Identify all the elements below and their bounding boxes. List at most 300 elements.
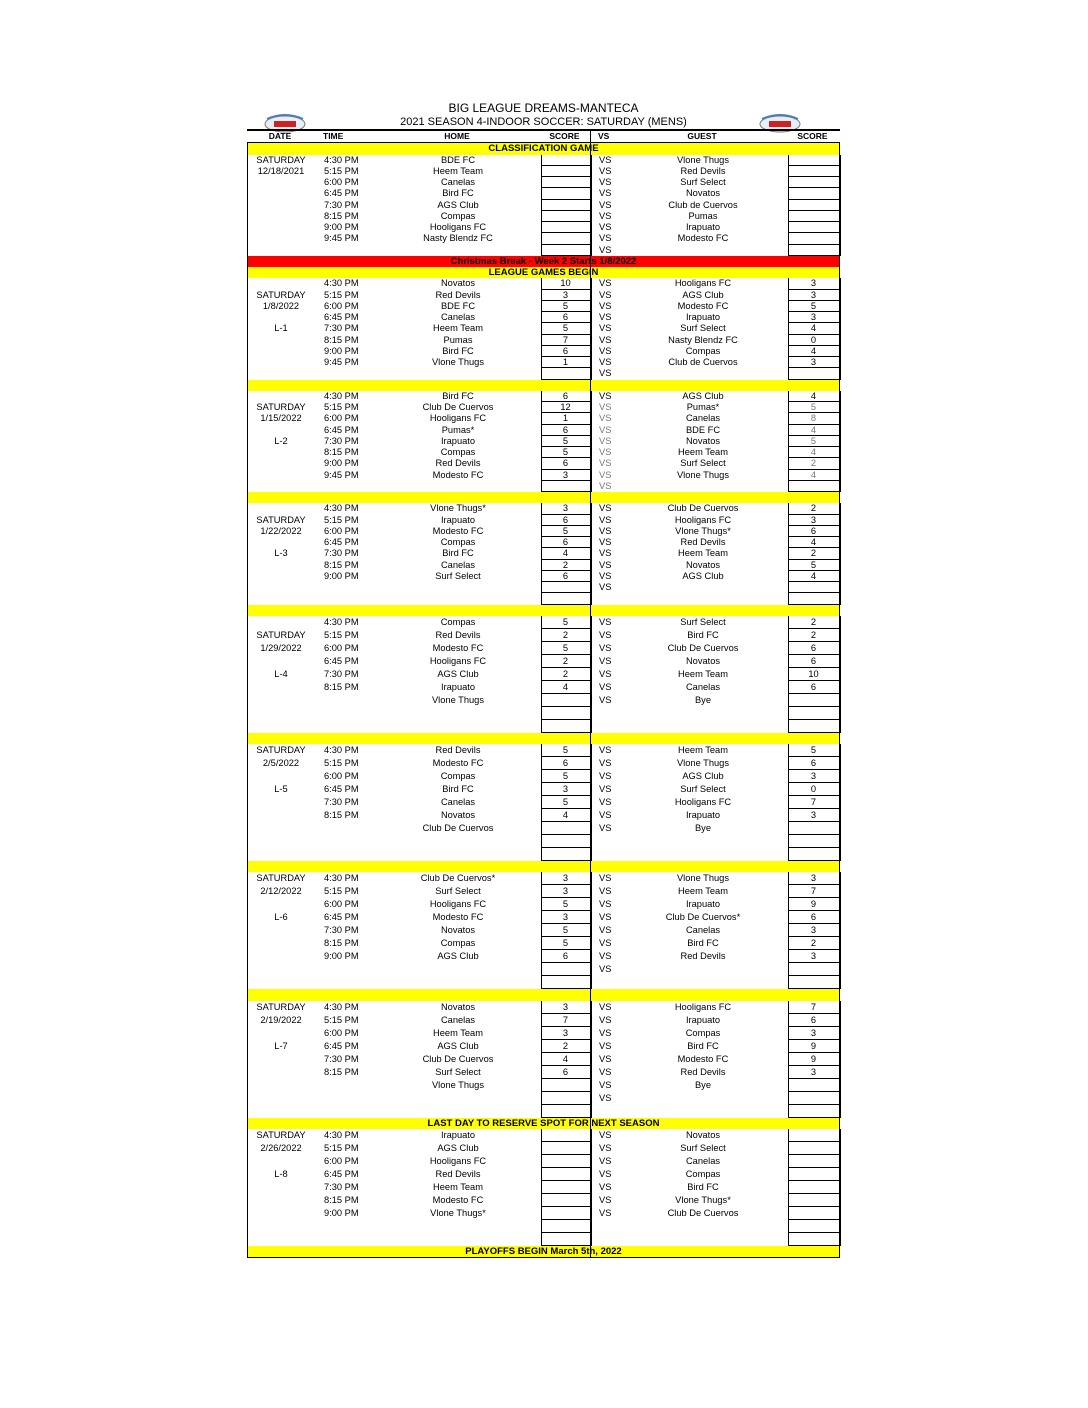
game-time: 5:15 PM [324,289,359,300]
week-day: SATURDAY [256,1129,306,1140]
vs-label: VS [599,278,612,289]
home-score-box [541,963,592,976]
home-score: 5 [562,300,569,311]
game-row [247,898,840,911]
vs-label: VS [599,1053,612,1064]
home-score-box [541,1168,592,1181]
home-score: 2 [562,655,569,666]
home-score-box [541,582,592,593]
guest-score: 6 [810,681,817,692]
home-team: Red Devils [435,745,481,755]
week-label: L-2 [274,435,288,446]
game-row [247,668,840,681]
schedule-sheet [247,129,840,1258]
home-score-box [541,848,592,861]
guest-team: Surf Select [680,616,726,627]
guest-team: Novatos [685,435,721,446]
home-team: Hooligans FC [429,413,487,424]
guest-score: 5 [810,300,817,311]
game-row [247,1053,840,1066]
home-score: 4 [562,681,569,692]
guest-score-box [788,720,841,733]
week-separator [247,861,840,872]
playoffs-banner: PLAYOFFS BEGIN March 5th, 2022 [247,1246,840,1258]
game-time: 4:30 PM [324,616,359,627]
game-row [247,976,840,989]
guest-score: 5 [810,559,817,570]
game-time: 8:15 PM [324,810,359,820]
guest-score: 6 [810,912,817,923]
game-row [247,548,840,559]
guest-score: 4 [810,469,817,480]
home-score-box [541,188,592,199]
week-date: 12/18/2021 [257,165,305,176]
guest-score: 6 [810,525,817,536]
home-team: Compas [440,537,476,547]
guest-score-box [788,1194,841,1207]
vs-label: VS [599,873,612,884]
game-time: 8:15 PM [324,1194,359,1205]
vs-label: VS [599,1027,612,1038]
game-time: 5:15 PM [324,629,359,640]
home-score-box [541,368,592,379]
vs-label: VS [599,655,612,666]
game-row [247,707,840,720]
home-team: AGS Club [437,199,479,210]
guest-team: Club De Cuervos [667,1207,739,1218]
vs-label: VS [599,899,612,910]
home-team: AGS Club [437,1040,479,1051]
guest-team: Irapuato [685,1014,721,1025]
guest-score-box [788,822,841,835]
game-row [247,481,840,492]
guest-team: Hooligans FC [674,278,732,289]
game-time: 5:15 PM [324,165,359,176]
game-time: 7:30 PM [324,925,359,936]
guest-score: 7 [810,886,817,897]
home-team: Hooligans FC [429,222,487,232]
game-time: 4:30 PM [324,390,359,401]
home-score: 5 [562,925,569,936]
guest-score-box [788,1105,841,1118]
game-time: 8:15 PM [324,210,359,221]
guest-score-box [788,963,841,976]
vs-label: VS [599,503,612,514]
game-row [247,222,840,233]
game-time: 5:15 PM [324,1014,359,1025]
vs-label: VS [599,435,612,446]
game-row [247,950,840,963]
home-score: 5 [562,797,569,807]
game-row [247,515,840,526]
vs-label: VS [599,368,612,379]
vs-label: VS [599,668,612,679]
home-score-box [541,200,592,211]
guest-team: Canelas [685,1155,721,1166]
week-separator [247,380,840,391]
week-day: SATURDAY [256,1001,306,1012]
guest-score: 3 [810,810,817,820]
guest-score: 2 [810,458,817,469]
game-row [247,1001,840,1014]
home-score-box [541,1155,592,1168]
home-team: Irapuato [440,1129,476,1140]
home-team: BDE FC [440,300,476,311]
guest-score: 3 [810,925,817,936]
vs-label: VS [599,424,612,435]
game-row [247,848,840,861]
game-row [247,796,840,809]
game-row [247,1129,840,1142]
column-divider [590,129,591,1258]
week-separator [247,605,840,616]
guest-score: 3 [810,951,817,962]
guest-team: Surf Select [680,323,726,334]
guest-score: 3 [810,771,817,781]
vs-label: VS [599,188,612,199]
home-team: Nasty Blendz FC [423,233,493,244]
guest-team: BDE FC [685,424,721,435]
guest-team: Bird FC [687,1040,719,1051]
game-row [247,323,840,334]
home-score: 5 [562,745,569,755]
guest-team: Surf Select [680,458,726,469]
col-time: TIME [323,131,344,141]
game-time: 8:15 PM [324,447,359,457]
home-score-box [541,1129,592,1142]
home-score: 6 [562,537,569,547]
game-time: 6:45 PM [324,188,359,199]
guest-team: Red Devils [680,165,726,176]
game-time: 6:00 PM [324,177,359,187]
game-row [247,278,840,289]
home-team: Hooligans FC [429,1155,487,1166]
section-banner: CLASSIFICATION GAME [247,143,840,154]
week-separator [247,492,840,503]
home-team: Hooligans FC [429,655,487,666]
home-team: Novatos [440,1001,476,1012]
guest-score: 0 [810,334,817,345]
home-score-box [541,1233,592,1246]
game-row [247,166,840,177]
vs-label: VS [599,570,612,581]
game-row [247,155,840,166]
vs-label: VS [599,951,612,962]
guest-score: 0 [810,784,817,794]
home-score-box [541,694,592,707]
game-row [247,368,840,379]
guest-score: 4 [810,447,817,457]
guest-score: 4 [810,345,817,356]
game-time: 9:45 PM [324,233,359,244]
home-score-box [541,720,592,733]
vs-label: VS [599,925,612,936]
game-row [247,526,840,537]
guest-team: Heem Team [678,447,728,457]
game-time: 4:30 PM [324,278,359,289]
game-row [247,593,840,604]
vs-label: VS [599,810,612,820]
home-score: 6 [562,758,569,768]
week-date: 1/29/2022 [260,642,302,653]
guest-score: 6 [810,758,817,768]
guest-team: Hooligans FC [674,797,732,807]
guest-score: 6 [810,1014,817,1025]
guest-score-box [788,233,841,244]
vs-label: VS [599,1129,612,1140]
guest-team: Compas [685,1168,721,1179]
game-time: 6:45 PM [324,784,359,794]
game-time: 5:15 PM [324,886,359,897]
vs-label: VS [599,771,612,781]
game-time: 6:00 PM [324,899,359,910]
home-team: Compas [440,771,476,781]
home-score-box [541,707,592,720]
vs-label: VS [599,537,612,547]
home-score: 5 [562,525,569,536]
home-team: BDE FC [440,154,476,165]
guest-score: 2 [810,548,817,559]
game-row [247,885,840,898]
home-team: Pumas* [441,424,475,435]
vs-label: VS [599,323,612,334]
guest-team: Compas [685,1027,721,1038]
week-separator [247,989,840,1000]
guest-score-box [788,222,841,233]
game-row [247,1233,840,1246]
guest-score: 3 [810,1027,817,1038]
game-row [247,312,840,323]
game-time: 8:15 PM [324,938,359,949]
guest-score-box [788,694,841,707]
home-score: 3 [562,289,569,300]
guest-score: 4 [810,323,817,334]
home-team: Bird FC [442,188,474,199]
game-row [247,391,840,402]
guest-score-box [788,177,841,188]
home-score: 3 [562,1027,569,1038]
game-time: 9:00 PM [324,222,359,232]
vs-label: VS [599,886,612,897]
vs-label: VS [599,548,612,559]
vs-label: VS [599,823,612,833]
game-time: 9:00 PM [324,458,359,469]
guest-score-box [788,707,841,720]
game-row [247,1207,840,1220]
game-row [247,233,840,244]
game-time: 5:15 PM [324,1142,359,1153]
game-time: 6:45 PM [324,912,359,923]
game-time: 8:15 PM [324,1066,359,1077]
guest-score: 3 [810,1066,817,1077]
guest-score-box [788,1233,841,1246]
week-date: 1/15/2022 [260,413,302,424]
guest-score: 2 [810,938,817,949]
home-team: Compas [440,210,476,221]
guest-score: 2 [810,503,817,514]
home-team: Vlone Thugs* [430,1207,486,1218]
home-team: Modesto FC [432,758,484,768]
section-banner: LAST DAY TO RESERVE SPOT FOR NEXT SEASON [247,1118,840,1129]
home-score-box [541,177,592,188]
home-score-box [541,835,592,848]
section-banner: LEAGUE GAMES BEGIN [247,267,840,278]
vs-label: VS [599,199,612,210]
game-row [247,757,840,770]
game-time: 5:15 PM [324,514,359,525]
home-score: 4 [562,810,569,820]
home-team: Compas [440,616,476,627]
guest-team: Red Devils [680,1066,726,1077]
home-team: Irapuato [440,435,476,446]
home-score: 6 [562,312,569,322]
game-time: 9:45 PM [324,469,359,480]
guest-team: Irapuato [685,312,721,322]
guest-score-box [788,188,841,199]
game-row [247,211,840,222]
game-time: 5:15 PM [324,758,359,768]
home-score: 3 [562,1001,569,1012]
game-row [247,1168,840,1181]
home-score: 2 [562,1040,569,1051]
guest-team: Pumas [688,210,718,221]
game-time: 4:30 PM [324,1001,359,1012]
guest-score: 10 [808,668,819,679]
home-score: 7 [562,1014,569,1025]
game-time: 7:30 PM [324,1181,359,1192]
game-time: 6:00 PM [324,300,359,311]
home-score-box [541,222,592,233]
guest-score-box [788,593,841,604]
guest-score-box [788,1168,841,1181]
week-date: 1/8/2022 [262,300,300,311]
guest-team: Canelas [685,681,721,692]
guest-team: Bird FC [687,1181,719,1192]
guest-score: 3 [810,357,817,367]
home-team: Canelas [440,797,476,807]
home-score-box [541,155,592,166]
home-team: Surf Select [435,570,481,581]
game-time: 6:45 PM [324,1168,359,1179]
home-score: 6 [562,570,569,581]
game-time: 7:30 PM [324,1053,359,1064]
vs-label: VS [599,334,612,345]
vs-label: VS [599,177,612,187]
guest-score: 4 [810,570,817,581]
guest-score-box [788,155,841,166]
home-score: 6 [562,1066,569,1077]
home-team: Canelas [440,177,476,187]
vs-label: VS [599,345,612,356]
col-guest-score: SCORE [797,131,828,141]
guest-team: Bye [694,823,712,833]
home-score-box [541,822,592,835]
week-label: L-4 [274,668,288,679]
guest-score: 3 [810,278,817,289]
week-label: L-1 [274,323,288,334]
home-score-box [541,233,592,244]
vs-label: VS [599,797,612,807]
game-row [247,301,840,312]
vs-label: VS [599,784,612,794]
home-team: Heem Team [433,1027,483,1038]
home-score: 1 [562,357,569,367]
home-team: Bird FC [442,548,474,559]
home-score: 6 [562,458,569,469]
game-row [247,1155,840,1168]
vs-label: VS [599,1181,612,1192]
guest-team: Novatos [685,655,721,666]
home-team: Vlone Thugs* [430,503,486,514]
guest-team: Modesto FC [677,1053,729,1064]
home-team: Canelas [440,1014,476,1025]
home-score-box [541,245,592,256]
home-score: 1 [562,413,569,424]
guest-team: Club de Cuervos [668,199,738,210]
week-day: SATURDAY [256,873,306,884]
vs-label: VS [599,912,612,923]
game-row [247,681,840,694]
game-row [247,413,840,424]
vs-label: VS [599,402,612,412]
game-row [247,642,840,655]
home-score: 3 [562,873,569,884]
guest-score: 6 [810,642,817,653]
game-row [247,720,840,733]
guest-score-box [788,1181,841,1194]
home-team: Red Devils [435,1168,481,1179]
home-score: 3 [562,503,569,514]
vs-label: VS [599,1194,612,1205]
game-row [247,470,840,481]
vs-label: VS [599,312,612,322]
game-row [247,783,840,796]
home-team: Surf Select [435,1066,481,1077]
game-row [247,924,840,937]
game-time: 9:45 PM [324,357,359,367]
vs-label: VS [599,289,612,300]
game-time: 9:00 PM [324,570,359,581]
guest-score-box [788,1207,841,1220]
vs-label: VS [599,1014,612,1025]
home-score: 7 [562,334,569,345]
home-team: Club De Cuervos [422,402,494,412]
home-team: Bird FC [442,345,474,356]
guest-team: Modesto FC [677,300,729,311]
guest-team: Novatos [685,188,721,199]
vs-label: VS [599,244,612,255]
home-score: 2 [562,629,569,640]
home-score: 5 [562,435,569,446]
game-time: 6:00 PM [324,413,359,424]
game-row [247,1066,840,1079]
home-score: 6 [562,390,569,401]
column-header-row [247,129,840,143]
guest-score: 8 [810,413,817,424]
guest-team: Compas [685,345,721,356]
game-row [247,357,840,368]
vs-label: VS [599,1040,612,1051]
guest-score-box [788,1079,841,1092]
guest-score-box [788,200,841,211]
guest-team: Hooligans FC [674,514,732,525]
guest-team: Surf Select [680,1142,726,1153]
game-time: 6:45 PM [324,655,359,666]
home-team: Modesto FC [432,469,484,480]
guest-team: Heem Team [678,548,728,559]
game-row [247,346,840,357]
game-time: 6:00 PM [324,642,359,653]
